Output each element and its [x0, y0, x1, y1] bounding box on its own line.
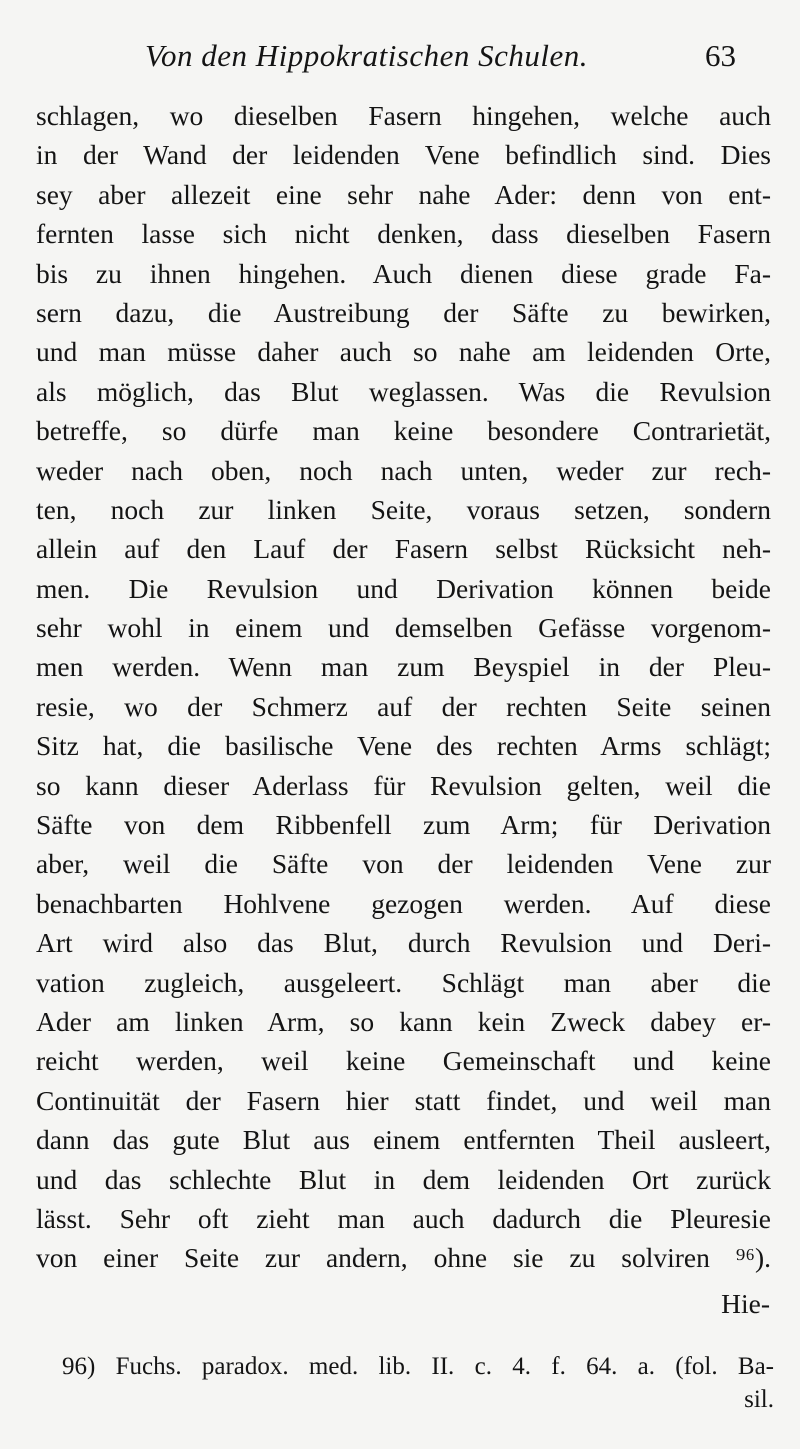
text-line: resie, wo der Schmerz auf der rechten Seite seinen [36, 690, 771, 722]
text-line: sey aber allezeit eine sehr nahe Ader: denn von ent- [36, 178, 771, 210]
text-line: vation zugleich, ausgeleert. Schlägt man aber die [36, 966, 771, 998]
catchword: Hie- [721, 1288, 770, 1319]
text-line: bis zu ihnen hingehen. Auch dienen diese grade Fa- [36, 257, 771, 289]
text-line: und man müsse daher auch so nahe am leidenden Orte, [36, 336, 771, 368]
text-line: allein auf den Lauf der Fasern selbst Rücksicht neh- [36, 533, 771, 565]
footnote [62, 1350, 774, 1416]
page-header [0, 38, 800, 88]
text-line: sern dazu, die Austreibung der Säfte zu bewirken, [36, 296, 771, 328]
running-title: Von den Hippokratischen Schulen. [145, 38, 589, 73]
text-line: Ader am linken Arm, so kann kein Zweck dabey er- [36, 1005, 771, 1037]
text-line: schlagen, wo dieselben Fasern hingehen, welche auch [36, 100, 771, 131]
text-line: als möglich, das Blut weglassen. Was die Revulsion [36, 375, 771, 407]
body-text [36, 96, 771, 1278]
text-line: betreffe, so dürfe man keine besondere Contrarietät, [36, 415, 771, 447]
text-line: reicht werden, weil keine Gemeinschaft und keine [36, 1045, 771, 1077]
text-line: weder nach oben, noch nach unten, weder zur rech- [36, 454, 771, 486]
text-line: sehr wohl in einem und demselben Gefässe vorgenom- [36, 612, 771, 644]
text-line: Continuität der Fasern hier statt findet, und weil man [36, 1084, 771, 1116]
footnote-line: sil. [744, 1386, 774, 1413]
text-line: benachbarten Hohlvene gezogen werden. Auf diese [36, 887, 771, 919]
text-line: lässt. Sehr oft zieht man auch dadurch die Pleuresie [36, 1202, 771, 1234]
text-line: Sitz hat, die basilische Vene des rechten Arms schlägt; [36, 730, 771, 762]
text-line: Art wird also das Blut, durch Revulsion und Deri- [36, 927, 771, 959]
text-line: und das schlechte Blut in dem leidenden Ort zurück [36, 1163, 771, 1195]
text-line: men. Die Revulsion und Derivation können beide [36, 572, 771, 604]
text-line: dann das gute Blut aus einem entfernten Theil ausleert, [36, 1124, 771, 1156]
text-line: men werden. Wenn man zum Beyspiel in der Pleu- [36, 651, 771, 683]
page-number: 63 [705, 38, 736, 73]
text-line: fernten lasse sich nicht denken, dass dieselben Fasern [36, 218, 771, 250]
text-line: Säfte von dem Ribbenfell zum Arm; für Derivation [36, 809, 771, 841]
text-line: in der Wand der leidenden Vene befindlich sind. Dies [36, 139, 771, 171]
footnote-line: 96) Fuchs. paradox. med. lib. II. c. 4. f. 64. a. (fol. Ba- [62, 1353, 774, 1380]
text-line: so kann dieser Aderlass für Revulsion gelten, weil die [36, 769, 771, 801]
text-line: aber, weil die Säfte von der leidenden Vene zur [36, 848, 771, 880]
text-line: ten, noch zur linken Seite, voraus setzen, sondern [36, 493, 771, 525]
text-line: von einer Seite zur andern, ohne sie zu solviren ⁹⁶). [36, 1242, 771, 1274]
